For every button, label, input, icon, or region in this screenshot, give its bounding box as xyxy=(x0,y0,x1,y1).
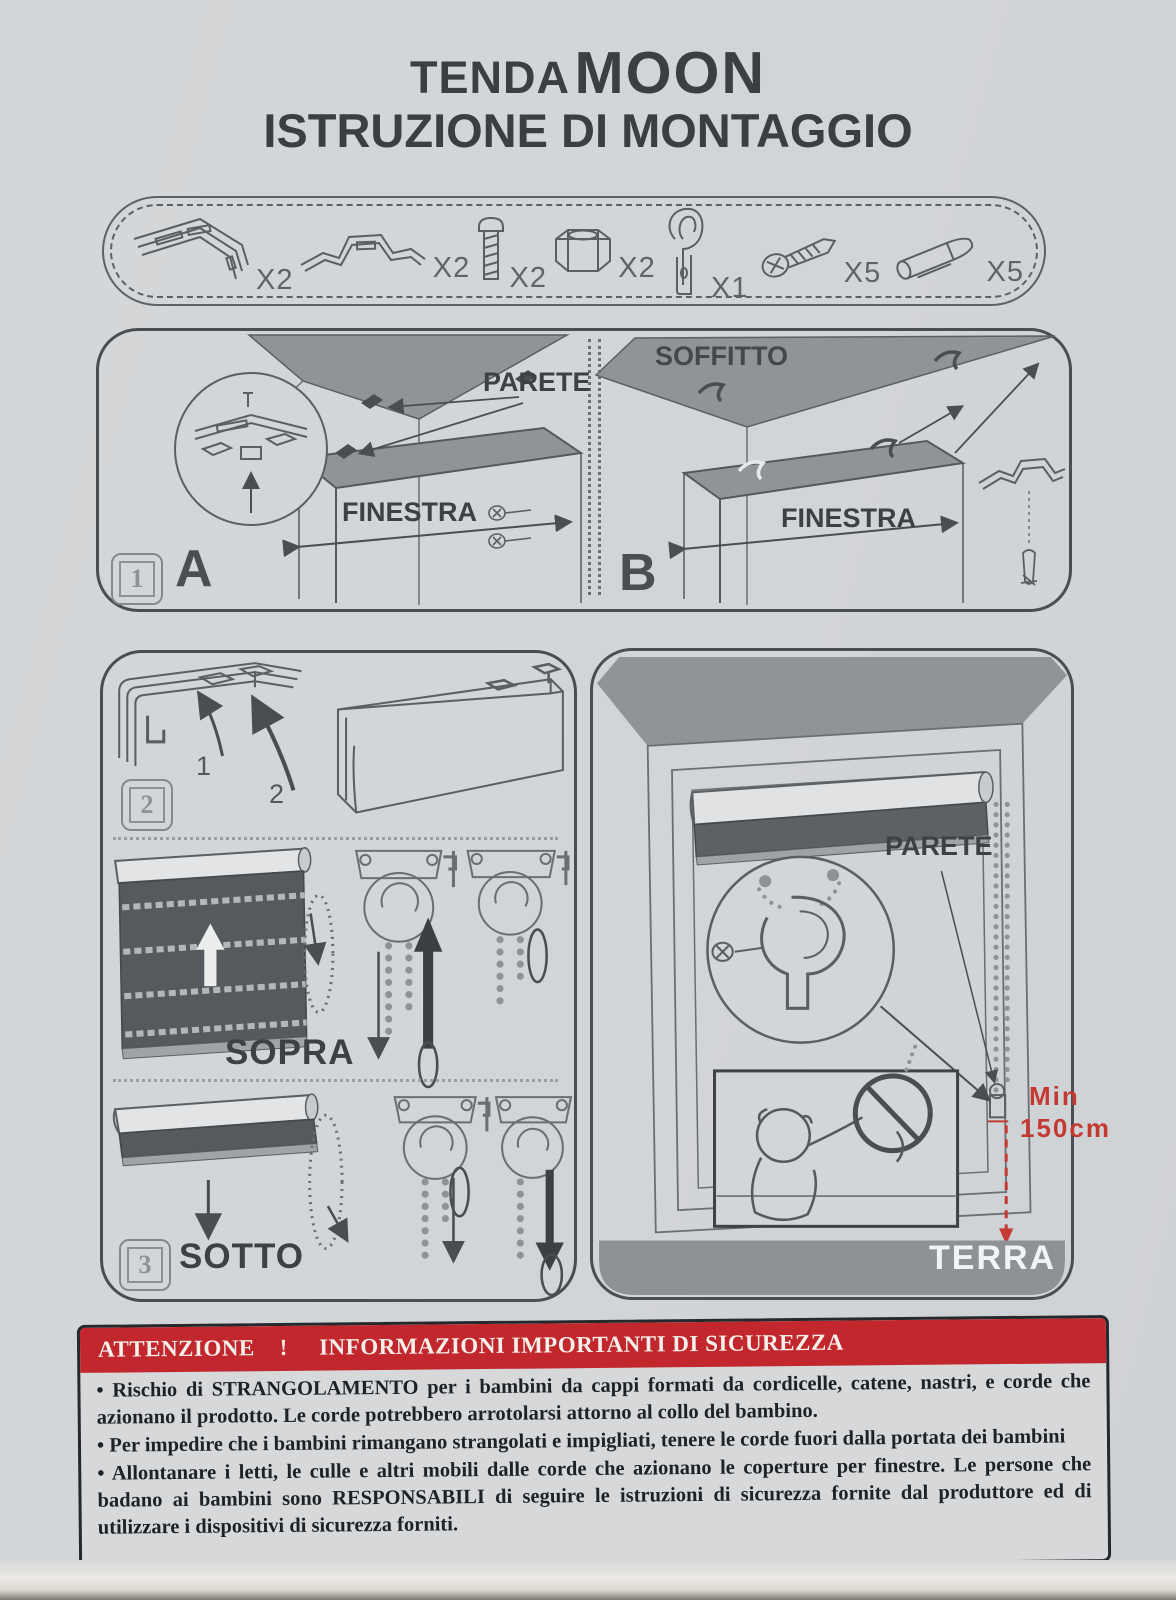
part-qty: X5 xyxy=(986,256,1024,288)
warning-bullet: • Rischio di STRANGOLAMENTO per i bambini da cappi formati da cordicelle, catene, nastri, e corde che azionano il prodotto. Le corde potrebbero arrotolarsi attorno al collo del bambino. xyxy=(96,1370,1091,1429)
warning-bullet: • Per impedire che i bambini rimangano strangolati e impigliati, tenere le corde fuori dalla portata dei bambini xyxy=(96,1425,1066,1457)
step3-badge-number: 3 xyxy=(127,1247,163,1283)
part-mounting-clip xyxy=(299,225,471,284)
step2-badge xyxy=(121,779,173,831)
wall-view-panel xyxy=(590,648,1111,1300)
part-qty: X2 xyxy=(618,252,656,284)
wall-plug-icon xyxy=(887,221,983,281)
part-nut xyxy=(552,225,656,284)
corner-bracket-icon xyxy=(130,213,252,289)
label-finestra-a: FINESTRA xyxy=(342,497,477,527)
part-machine-screw xyxy=(476,215,547,294)
step2-badge-number: 2 xyxy=(129,787,165,823)
label-terra: TERRA xyxy=(929,1239,1057,1277)
nut-icon xyxy=(552,225,614,277)
part-wall-plug xyxy=(887,221,1024,288)
step1-panel xyxy=(96,328,1072,612)
part-cord-hook xyxy=(661,205,749,304)
label-sotto: SOTTO xyxy=(179,1237,304,1276)
variant-b-label: B xyxy=(619,544,657,602)
part-qty: X2 xyxy=(509,262,547,294)
step2-step3-panel xyxy=(100,650,577,1302)
variant-a-label: A xyxy=(175,540,213,598)
label-soffitto: SOFFITTO xyxy=(655,341,788,371)
wall-view-diagram xyxy=(593,651,1071,1297)
step3-divider xyxy=(113,1079,558,1082)
page-title xyxy=(0,42,1176,156)
parts-tray xyxy=(102,196,1046,306)
label-finestra-b: FINESTRA xyxy=(781,503,916,533)
mounting-clip-icon xyxy=(299,225,429,277)
part-qty: X2 xyxy=(432,252,471,284)
step2-step3-diagram xyxy=(103,653,574,1299)
paper-bottom-edge xyxy=(0,1560,1176,1600)
warning-body xyxy=(80,1363,1108,1569)
min-distance-line2: 150cm xyxy=(1020,1113,1111,1143)
safety-warning-box xyxy=(77,1315,1111,1572)
cord-hook-icon xyxy=(661,205,707,297)
part-tapping-screw xyxy=(754,220,882,289)
step1-badge-number: 1 xyxy=(119,561,155,597)
title-line1 xyxy=(0,42,1176,106)
step3-badge xyxy=(119,1239,171,1291)
part-qty: X5 xyxy=(843,257,882,289)
warning-bullet: • Allontanare i letti, le culle e altri mobili dalle corde che azionano le coperture per finestre. Le persone che badano ai bambini sono RESPONSABILI di seguire le istruzioni di sicurezza fornite dal produttore ed di utilizzare i dispositivi di sicurezza forniti. xyxy=(97,1453,1092,1540)
step2-callout-1: 1 xyxy=(196,751,212,781)
step1-badge xyxy=(111,553,163,605)
part-qty: X2 xyxy=(256,264,294,296)
part-corner-bracket xyxy=(130,213,294,296)
label-sopra: SOPRA xyxy=(225,1033,355,1072)
label-parete-a: PARETE xyxy=(483,367,591,397)
title-subtitle: ISTRUZIONE DI MONTAGGIO xyxy=(263,103,913,157)
step2-divider xyxy=(113,837,558,840)
machine-screw-icon xyxy=(476,215,506,287)
label-parete-wall: PARETE xyxy=(885,831,993,861)
title-product: MOON xyxy=(574,40,766,106)
step2-callout-2: 2 xyxy=(269,779,285,809)
warning-header: ATTENZIONE ! INFORMAZIONI IMPORTANTI DI SICUREZZA xyxy=(80,1318,1106,1373)
part-qty: X1 xyxy=(711,272,749,304)
title-brand: TENDA xyxy=(410,52,570,103)
tapping-screw-icon xyxy=(754,220,840,282)
min-distance-line1: Min xyxy=(1029,1081,1080,1111)
